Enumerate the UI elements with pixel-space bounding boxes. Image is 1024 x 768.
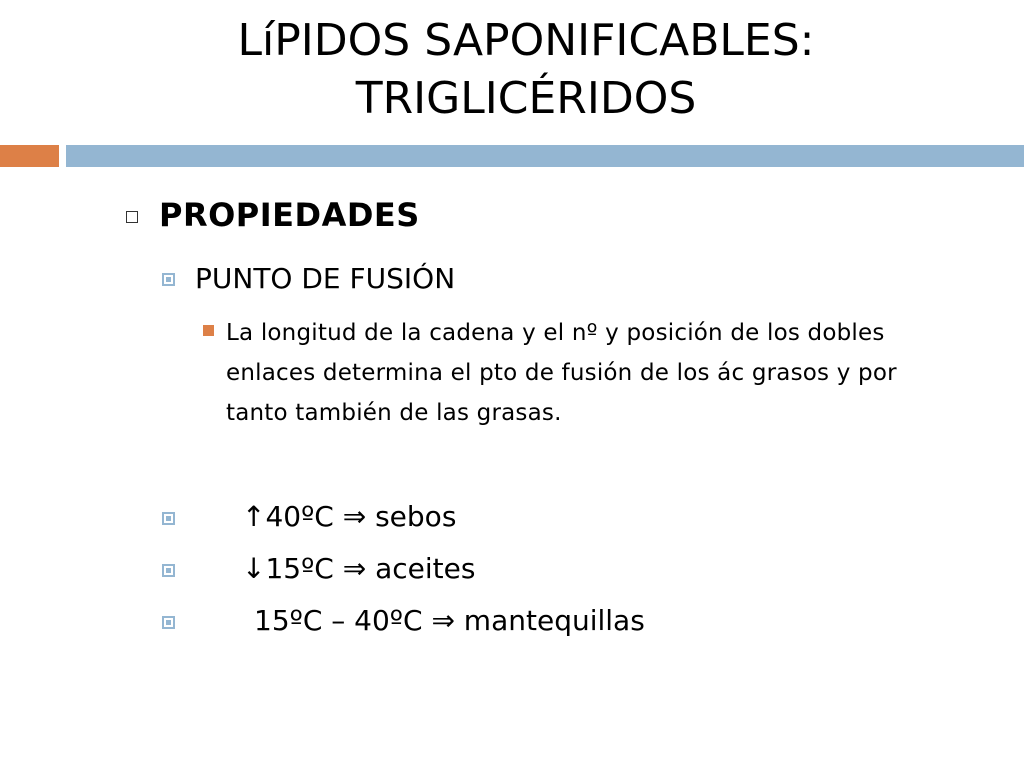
square-bullet-icon (162, 564, 175, 577)
title-line-2: TRIGLICÉRIDOS (355, 73, 697, 124)
title-line-1: LíPIDOS SAPONIFICABLES: (237, 15, 815, 66)
square-bullet-icon (162, 273, 175, 286)
subheading-punto-fusion: PUNTO DE FUSIÓN (195, 262, 456, 295)
orange-square-bullet-icon (203, 325, 214, 336)
hollow-square-bullet-icon (126, 211, 138, 223)
square-bullet-icon (162, 616, 175, 629)
slide-title (0, 12, 1024, 128)
paragraph-longitud: La longitud de la cadena y el nº y posición de los dobles enlaces determina el pto de fusión de los ác grasos y por tanto también de las grasas. (226, 320, 897, 426)
heading-propiedades: PROPIEDADES (159, 196, 420, 234)
item-aceites: ↓15ºC ⇒ aceites (242, 552, 476, 585)
accent-bar-blue (66, 145, 1024, 167)
item-sebos: ↑40ºC ⇒ sebos (242, 500, 457, 533)
square-bullet-icon (162, 512, 175, 525)
item-mantequillas: 15ºC – 40ºC ⇒ mantequillas (254, 604, 645, 637)
accent-bar-orange (0, 145, 59, 167)
